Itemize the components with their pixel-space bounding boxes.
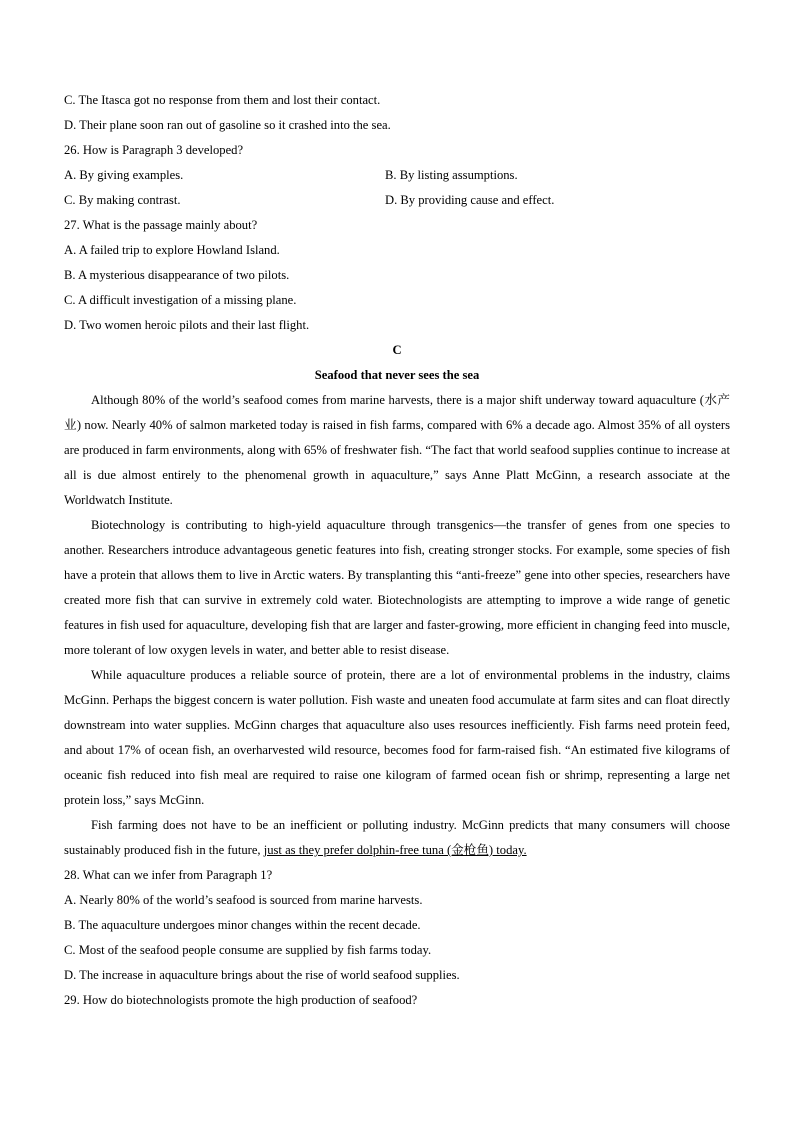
q27-option-d: D. Two women heroic pilots and their last flight. (64, 318, 310, 332)
q28-option-b: B. The aquaculture undergoes minor changes within the recent decade. (64, 918, 421, 932)
q27-option-c: C. A difficult investigation of a missing plane. (64, 293, 297, 307)
q25-option-c: C. The Itasca got no response from them and lost their contact. (64, 93, 381, 107)
q25-option-d: D. Their plane soon ran out of gasoline so it crashed into the sea. (64, 118, 391, 132)
q28-option-d: D. The increase in aquaculture brings about the rise of world seafood supplies. (64, 968, 460, 982)
passage-paragraph-1: Although 80% of the world’s seafood comes from marine harvests, there is a major shift underway toward aquaculture (水产业) now. Nearly 40% of salmon marketed today is raised in fish farms, compared with 6% a decade ago. Almost 35% of all oysters are produced in farm environments, along with 65% of freshwater fish. “The fact that world seafood supplies continue to increase at all is due almost entirely to the phenomenal growth in aquaculture,” says Anne Platt McGinn, a research associate at the Worldwatch Institute. (64, 393, 730, 507)
q28-option-a: A. Nearly 80% of the world’s seafood is sourced from marine harvests. (64, 893, 423, 907)
passage-title: Seafood that never sees the sea (314, 368, 480, 382)
q26-options-row-1 (64, 163, 730, 188)
paragraph-4-underlined-text: just as they prefer dolphin-free tuna (金枪鱼) today. (263, 843, 527, 857)
q26-option-d: D. By providing cause and effect. (385, 193, 555, 207)
q27-option-a: A. A failed trip to explore Howland Island. (64, 243, 280, 257)
q26-option-b: B. By listing assumptions. (385, 168, 518, 182)
section-letter: C (392, 343, 402, 357)
passage-paragraph-3: While aquaculture produces a reliable source of protein, there are a lot of environmental problems in the industry, claims McGinn. Perhaps the biggest concern is water pollution. Fish waste and uneaten food accumulate at farm sites and can float directly downstream into water supplies. McGinn charges that aquaculture also uses resources inefficiently. Fish farms need protein feed, and about 17% of ocean fish, an overharvested wild resource, becomes food for farm-raised fish. “An estimated five kilograms of oceanic fish reduced into fish meal are required to raise one kilogram of farmed ocean fish or shrimp, representing a large net protein loss,” says McGinn. (64, 668, 730, 807)
page-content (64, 88, 730, 1013)
passage-paragraph-2: Biotechnology is contributing to high-yield aquaculture through transgenics—the transfer of genes from one species to another. Researchers introduce advantageous genetic features into fish, creating stronger stocks. For example, some species of fish have a protein that allows them to live in Arctic waters. By transplanting this “anti-freeze” gene into other species, researchers have created more fish that can survive in extremely cold water. Biotechnologists are attempting to improve a wide range of genetic features in fish used for aquaculture, developing fish that are larger and faster-growing, more efficient in changing feed into muscle, more tolerant of low oxygen levels in water, and better able to resist disease. (64, 518, 730, 657)
q28-stem: 28. What can we infer from Paragraph 1? (64, 868, 273, 882)
q29-stem: 29. How do biotechnologists promote the high production of seafood? (64, 993, 418, 1007)
passage-paragraph-4 (64, 813, 730, 863)
paragraph-4-text: Fish farming does not have to be an inefficient or polluting industry. McGinn predicts that many consumers will choose sustainably produced fish in the future, (64, 818, 730, 857)
q27-stem: 27. What is the passage mainly about? (64, 218, 258, 232)
q26-option-a: A. By giving examples. (64, 168, 184, 182)
q26-stem: 26. How is Paragraph 3 developed? (64, 143, 244, 157)
q27-option-b: B. A mysterious disappearance of two pilots. (64, 268, 290, 282)
q26-options-row-2 (64, 188, 730, 213)
q26-option-c: C. By making contrast. (64, 193, 181, 207)
q28-option-c: C. Most of the seafood people consume are supplied by fish farms today. (64, 943, 432, 957)
